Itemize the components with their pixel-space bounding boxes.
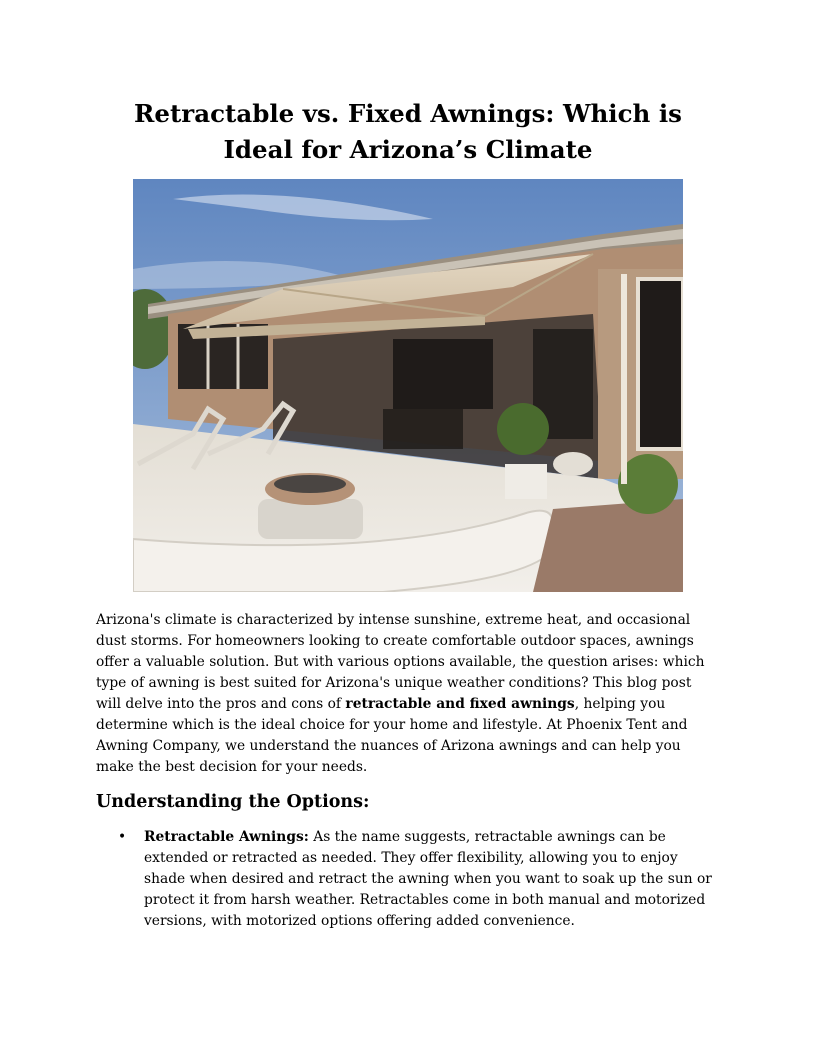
- intro-text-continued: , helping you determine which is the ideal choice for your home and lifestyle. At Phoenix Tent and Awning Company, we understand the nuances of Arizona awnings and can help you make the best decision for your needs.: [96, 696, 688, 775]
- list-item-text: As the name suggests, retractable awnings can be extended or retracted as needed. They offer flexibility, allowing you to enjoy shade when desired and retract the awning when you want to soak up the sun or protect it from harsh weather. Retractables come in both manual and motorized versions, with motorized options offering added convenience.: [144, 829, 712, 929]
- fire-pit-base: [258, 499, 363, 539]
- shrub: [497, 403, 549, 455]
- awning-photo: [133, 179, 683, 592]
- patio-furniture: [383, 409, 463, 449]
- downspout: [621, 274, 627, 484]
- list-item-term: Retractable Awnings:: [144, 829, 309, 845]
- fire-pit-rocks: [274, 475, 346, 493]
- window: [393, 339, 493, 409]
- planter: [553, 452, 593, 476]
- options-list: [96, 827, 720, 932]
- list-item: [96, 827, 720, 932]
- window: [638, 279, 683, 449]
- gravel: [533, 499, 683, 592]
- hero-image: [133, 179, 683, 592]
- intro-text: Arizona's climate is characterized by intense sunshine, extreme heat, and occasional dust storms. For homeowners looking to create comfortable outdoor spaces, awnings offer a valuable solution. But with various options available, the question arises: which type of awning is best suited for Arizona's unique weather conditions? This blog post will delve into the pros and cons of: [96, 612, 705, 712]
- bullet: •: [118, 829, 127, 845]
- intro-paragraph: [96, 610, 720, 778]
- section-heading: Understanding the Options:: [96, 792, 370, 812]
- intro-bold-link-text: retractable and fixed awnings: [345, 696, 575, 712]
- planter: [505, 464, 547, 499]
- page-title: Retractable vs. Fixed Awnings: Which is Ideal for Arizona’s Climate: [134, 99, 682, 164]
